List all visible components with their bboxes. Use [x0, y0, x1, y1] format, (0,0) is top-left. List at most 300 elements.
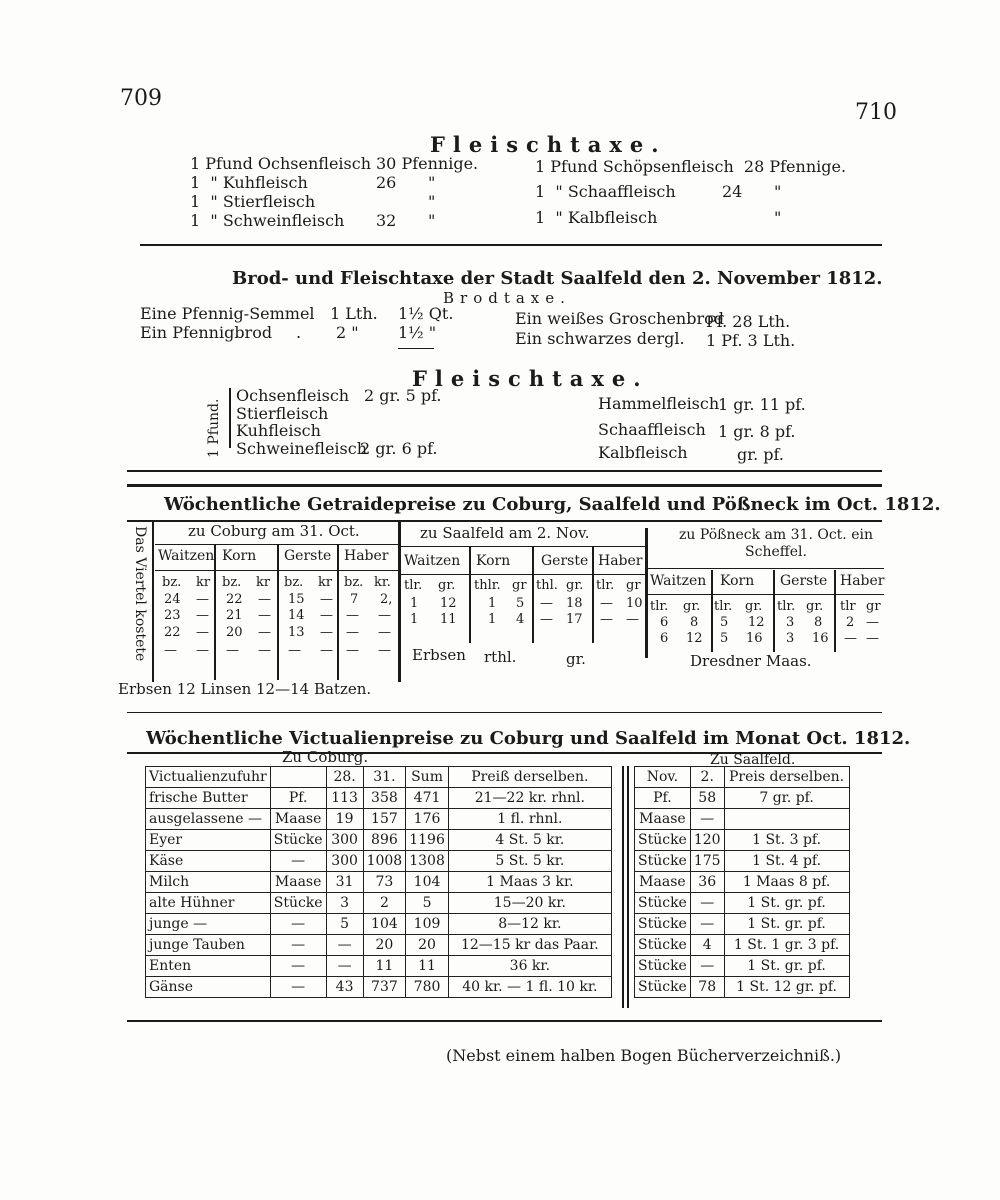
brod-item-name: Ein Pfennigbrod	[140, 323, 273, 342]
rule	[401, 546, 647, 547]
grain-korn: Korn	[476, 553, 511, 569]
cell: 5	[516, 596, 525, 611]
cell: 36	[690, 872, 724, 893]
cell: 20	[363, 935, 406, 956]
unit-label: kr.	[374, 575, 391, 590]
unit-label: tlr.	[596, 578, 615, 593]
pfund-label: 1 Pfund.	[206, 398, 222, 458]
cell: junge —	[146, 914, 271, 935]
brod-item-weight: 2 "	[336, 323, 359, 342]
cell	[724, 809, 849, 830]
cell: —	[378, 643, 391, 658]
cell: 737	[363, 977, 406, 998]
cell: Gänse	[146, 977, 271, 998]
cell: —	[270, 851, 326, 872]
unit-label: gr	[512, 578, 527, 593]
cell: —	[540, 596, 553, 611]
cell: 16	[812, 631, 829, 646]
table-row	[146, 914, 612, 935]
brod-item-weight: 1½ "	[398, 323, 437, 342]
grain-korn: Korn	[720, 573, 755, 589]
cell: 19	[326, 809, 363, 830]
grain-waitzen: Waitzen	[404, 553, 461, 569]
col-rule	[277, 545, 279, 680]
cell: 7	[350, 592, 359, 607]
cell: 157	[363, 809, 406, 830]
cell: 24	[164, 592, 181, 607]
saalfeld-fleischtaxe-title: Fleischtaxe.	[412, 366, 649, 391]
table-row	[635, 830, 850, 851]
poessneck-header: zu Pößneck am 31. Oct. ein Scheffel.	[679, 527, 873, 560]
cell: 780	[406, 977, 449, 998]
cell: 358	[363, 788, 406, 809]
cell: Milch	[146, 872, 271, 893]
cell: 120	[690, 830, 724, 851]
table-row	[635, 977, 850, 998]
cell: Stücke	[635, 830, 691, 851]
saalfeld-header: zu Saalfeld am 2. Nov.	[420, 524, 590, 542]
list-item: 1 Pfund Schöpsenfleisch 28 Pfennige.	[535, 157, 847, 176]
cell: 3	[786, 631, 795, 646]
short-rule	[398, 348, 434, 349]
cell: —	[600, 596, 613, 611]
unit-label: kr	[196, 575, 211, 590]
meat-name: Kalbfleisch	[598, 443, 688, 462]
brod-item-price: 1 Pf. 3 Lth.	[706, 331, 796, 350]
zu-coburg-label: Zu Coburg.	[282, 748, 369, 766]
brod-item-name: Ein weißes Groschenbrod	[515, 309, 724, 328]
meat-price: gr. pf.	[737, 445, 784, 464]
cell: 15	[288, 592, 305, 607]
col-rule	[834, 570, 836, 652]
cell: 73	[363, 872, 406, 893]
cell: Stücke	[635, 893, 691, 914]
col-rule	[711, 570, 713, 652]
cell: —	[164, 643, 177, 658]
getraide-title: Wöchentliche Getraidepreise zu Coburg, Saalfeld und Pößneck im Oct. 1812.	[164, 494, 941, 515]
cell: 176	[406, 809, 449, 830]
cell: junge Tauben	[146, 935, 271, 956]
erbsen-linsen-note: Erbsen 12 Linsen 12—14 Batzen.	[118, 680, 372, 698]
cell: 5	[720, 631, 729, 646]
cell: 1 St. gr. pf.	[724, 893, 849, 914]
column-header: Sum	[406, 767, 449, 788]
column-header: 2.	[690, 767, 724, 788]
divider	[127, 712, 882, 713]
table-header-row	[635, 767, 850, 788]
list-item: 1 Pfund Ochsenfleisch	[190, 154, 372, 173]
column-header: 31.	[363, 767, 406, 788]
cell: 43	[326, 977, 363, 998]
cell: —	[270, 935, 326, 956]
column-header: Preiß derselben.	[448, 767, 611, 788]
brod-item-weight: 1½ Qt.	[398, 304, 454, 323]
divider	[127, 470, 882, 472]
cell: 8	[814, 615, 823, 630]
cell: 300	[326, 851, 363, 872]
ditto-mark: "	[428, 211, 436, 230]
cell: frische Butter	[146, 788, 271, 809]
cell: 175	[690, 851, 724, 872]
list-item: 1 " Schaaffleisch	[535, 182, 676, 201]
rule	[648, 594, 884, 595]
ditto-mark: "	[428, 192, 436, 211]
victualien-saalfeld-table	[634, 766, 850, 998]
cell: 36 kr.	[448, 956, 611, 977]
cell: —	[320, 592, 333, 607]
cell: 17	[566, 612, 583, 627]
cell: 20	[406, 935, 449, 956]
cell: 11	[440, 612, 457, 627]
cell: 20	[226, 625, 243, 640]
table-row	[635, 788, 850, 809]
column-header	[270, 767, 326, 788]
cell: Stücke	[270, 830, 326, 851]
cell: 15—20 kr.	[448, 893, 611, 914]
cell: 7 gr. pf.	[724, 788, 849, 809]
table-row	[635, 872, 850, 893]
list-item: 1 " Schweinfleisch	[190, 211, 345, 230]
cell: —	[690, 914, 724, 935]
bracket-line	[229, 388, 231, 448]
victualien-title: Wöchentliche Victualienpreise zu Coburg und Saalfeld im Monat Oct. 1812.	[146, 728, 911, 749]
cell: 12—15 kr das Paar.	[448, 935, 611, 956]
cell: —	[378, 625, 391, 640]
cell: 1 Maas 3 kr.	[448, 872, 611, 893]
grain-gerste: Gerste	[284, 548, 332, 564]
cell: 5	[326, 914, 363, 935]
cell: —	[346, 608, 359, 623]
cell: —	[196, 608, 209, 623]
cell: 896	[363, 830, 406, 851]
table-row	[635, 851, 850, 872]
cell: Käse	[146, 851, 271, 872]
cell: 14	[288, 608, 305, 623]
unit-label: thl.	[536, 578, 558, 593]
unit-label: gr.	[566, 650, 586, 668]
cell: Stücke	[635, 914, 691, 935]
unit-label: gr.	[683, 599, 701, 614]
list-item: 1 " Stierfleisch	[190, 192, 316, 211]
brod-item-weight: 1 Lth.	[330, 304, 378, 323]
cell: 4 St. 5 kr.	[448, 830, 611, 851]
cell: —	[226, 643, 239, 658]
rule	[648, 568, 884, 569]
brod-item-dot: .	[296, 323, 302, 342]
double-rule	[627, 766, 629, 1008]
cell: 11	[363, 956, 406, 977]
unit-label: tlr.	[714, 599, 733, 614]
cell: Stücke	[270, 893, 326, 914]
cell: 31	[326, 872, 363, 893]
cell: 1196	[406, 830, 449, 851]
table-left-rule	[152, 522, 154, 682]
col-rule	[532, 547, 534, 643]
unit-label: thlr.	[474, 578, 501, 593]
unit-label: gr	[626, 578, 641, 593]
cell: —	[320, 625, 333, 640]
price: 24	[722, 182, 743, 201]
cell: 1 St. 12 gr. pf.	[724, 977, 849, 998]
cell: ausgelassene —	[146, 809, 271, 830]
cell: 1 St. gr. pf.	[724, 914, 849, 935]
grain-haber: Haber	[344, 548, 389, 564]
col-rule	[773, 570, 775, 652]
double-rule	[622, 766, 624, 1008]
cell: 8—12 kr.	[448, 914, 611, 935]
cell: 113	[326, 788, 363, 809]
column-header: 28.	[326, 767, 363, 788]
unit-label: bz.	[222, 575, 242, 590]
brodtaxe-title: Brodtaxe.	[443, 289, 571, 307]
cell: 21	[226, 608, 243, 623]
unit-label: bz.	[162, 575, 182, 590]
cell: 104	[363, 914, 406, 935]
cell: 6	[660, 615, 669, 630]
cell: —	[626, 612, 639, 627]
price: 26	[376, 173, 397, 192]
cell: 2,	[380, 592, 393, 607]
col-rule	[214, 545, 216, 680]
cell: 22	[226, 592, 243, 607]
cell: 2	[846, 615, 855, 630]
cell: —	[844, 631, 857, 646]
divider	[127, 484, 882, 487]
unit-label: bz.	[344, 575, 364, 590]
table-row	[635, 893, 850, 914]
cell: Pf.	[635, 788, 691, 809]
meat-price: 2 gr. 6 pf.	[360, 439, 438, 458]
meat-name: Schaaffleisch	[598, 420, 706, 439]
cell: Maase	[635, 872, 691, 893]
grain-waitzen: Waitzen	[650, 573, 707, 589]
fleischtaxe-title: Fleischtaxe.	[430, 132, 667, 157]
ditto-mark: "	[774, 182, 782, 201]
zu-saalfeld-label: Zu Saalfeld.	[710, 752, 796, 768]
cell: 109	[406, 914, 449, 935]
col-rule	[469, 547, 471, 643]
cell: —	[196, 592, 209, 607]
grain-haber: Haber	[840, 573, 885, 589]
cell: Stücke	[635, 851, 691, 872]
divider	[127, 1020, 882, 1022]
unit-label: rthl.	[484, 648, 517, 666]
cell: 5 St. 5 kr.	[448, 851, 611, 872]
cell: 22	[164, 625, 181, 640]
cell: —	[690, 809, 724, 830]
grain-waitzen: Waitzen	[158, 548, 215, 564]
column-header: Nov.	[635, 767, 691, 788]
meat-name: Ochsenfleisch	[236, 386, 350, 405]
footer-note: (Nebst einem halben Bogen Bücherverzeichniß.)	[446, 1046, 842, 1065]
cell: —	[326, 956, 363, 977]
cell: Stücke	[635, 977, 691, 998]
unit-label: tlr.	[650, 599, 669, 614]
erbsen-label: Erbsen	[412, 646, 466, 664]
unit-label: gr.	[745, 599, 763, 614]
table-row	[635, 935, 850, 956]
grain-gerste: Gerste	[780, 573, 828, 589]
dresdner-maas-label: Dresdner Maas.	[690, 652, 812, 670]
table-row	[146, 935, 612, 956]
cell: —	[866, 631, 879, 646]
table-row	[146, 872, 612, 893]
cell: 1 St. 1 gr. 3 pf.	[724, 935, 849, 956]
meat-price: 1 gr. 8 pf.	[718, 422, 796, 441]
cell: —	[270, 914, 326, 935]
unit-label: tlr	[840, 599, 856, 614]
table-row	[635, 809, 850, 830]
unit-label: gr.	[438, 578, 456, 593]
table-row	[146, 830, 612, 851]
cell: 5	[720, 615, 729, 630]
cell: 300	[326, 830, 363, 851]
cell: 1008	[363, 851, 406, 872]
unit-label: tlr.	[777, 599, 796, 614]
cell: 1 Maas 8 pf.	[724, 872, 849, 893]
cell: —	[320, 643, 333, 658]
page-number-left: 709	[120, 86, 162, 111]
table-row	[146, 977, 612, 998]
cell: 4	[690, 935, 724, 956]
cell: —	[288, 643, 301, 658]
unit-label: kr	[318, 575, 333, 590]
cell: —	[326, 935, 363, 956]
cell: 2	[363, 893, 406, 914]
unit-label: gr.	[566, 578, 584, 593]
table-row	[146, 809, 612, 830]
cell: 10	[626, 596, 643, 611]
grain-korn: Korn	[222, 548, 257, 564]
cell: 1308	[406, 851, 449, 872]
brod-item-name: Eine Pfennig-Semmel	[140, 304, 315, 323]
cell: Maase	[635, 809, 691, 830]
cell: —	[866, 615, 879, 630]
cell: 4	[516, 612, 525, 627]
cell: Eyer	[146, 830, 271, 851]
unit-label: gr.	[806, 599, 824, 614]
block-rule	[645, 528, 648, 658]
cell: 1	[410, 596, 419, 611]
cell: —	[690, 956, 724, 977]
list-item: 1 " Kuhfleisch	[190, 173, 308, 192]
cell: 5	[406, 893, 449, 914]
cell: —	[600, 612, 613, 627]
cell: —	[258, 625, 271, 640]
coburg-header: zu Coburg am 31. Oct.	[188, 522, 360, 540]
cell: 1 St. 3 pf.	[724, 830, 849, 851]
cell: 11	[406, 956, 449, 977]
cell: 40 kr. — 1 fl. 10 kr.	[448, 977, 611, 998]
cell: 471	[406, 788, 449, 809]
ditto-mark: "	[774, 208, 782, 227]
table-row	[146, 893, 612, 914]
column-header: Preis derselben.	[724, 767, 849, 788]
meat-name: Hammelfleisch	[598, 394, 720, 413]
cell: —	[690, 893, 724, 914]
unit-label: kr	[256, 575, 271, 590]
unit-label: tlr.	[404, 578, 423, 593]
cell: Maase	[270, 872, 326, 893]
cell: Maase	[270, 809, 326, 830]
ditto-mark: "	[428, 173, 436, 192]
price: 32	[376, 211, 397, 230]
cell: —	[258, 608, 271, 623]
cell: —	[540, 612, 553, 627]
cell: 6	[660, 631, 669, 646]
cell: 3	[326, 893, 363, 914]
viertel-label: Das Viertel kostete	[132, 526, 148, 662]
brod-item-price: Pf. 28 Lth.	[706, 312, 791, 331]
cell: 78	[690, 977, 724, 998]
victualien-coburg-table	[145, 766, 612, 998]
unit-label: bz.	[284, 575, 304, 590]
cell: 18	[566, 596, 583, 611]
saalfeld-taxe-title: Brod- und Fleischtaxe der Stadt Saalfeld den 2. November 1812.	[232, 268, 883, 289]
cell: 16	[746, 631, 763, 646]
cell: 1 St. 4 pf.	[724, 851, 849, 872]
cell: 1	[488, 596, 497, 611]
cell: —	[258, 643, 271, 658]
cell: 1 St. gr. pf.	[724, 956, 849, 977]
cell: 13	[288, 625, 305, 640]
meat-name: Stierfleisch	[236, 404, 329, 423]
list-item: 1 " Kalbfleisch	[535, 208, 658, 227]
cell: —	[346, 625, 359, 640]
col-rule	[592, 547, 594, 643]
brod-item-name: Ein schwarzes dergl.	[515, 329, 685, 348]
cell: alte Hühner	[146, 893, 271, 914]
cell: 8	[690, 615, 699, 630]
cell: Stücke	[635, 956, 691, 977]
price: 30 Pfennige.	[376, 154, 479, 173]
cell: —	[196, 625, 209, 640]
meat-price: 1 gr. 11 pf.	[718, 395, 806, 414]
cell: 58	[690, 788, 724, 809]
table-row	[146, 788, 612, 809]
rule	[401, 574, 647, 575]
cell: —	[196, 643, 209, 658]
table-row	[635, 956, 850, 977]
cell: 1	[410, 612, 419, 627]
column-header: Victualienzufuhr	[146, 767, 271, 788]
cell: 1 fl. rhnl.	[448, 809, 611, 830]
cell: 3	[786, 615, 795, 630]
meat-name: Kuhfleisch	[236, 421, 321, 440]
cell: 23	[164, 608, 181, 623]
unit-label: gr	[866, 599, 881, 614]
grain-haber: Haber	[598, 553, 643, 569]
table-row	[635, 914, 850, 935]
grain-gerste: Gerste	[541, 553, 589, 569]
table-row	[146, 956, 612, 977]
cell: 12	[686, 631, 703, 646]
meat-name: Schweinefleisch	[236, 439, 368, 458]
col-rule	[337, 545, 339, 680]
cell: —	[378, 608, 391, 623]
cell: —	[258, 592, 271, 607]
cell: 12	[440, 596, 457, 611]
table-header-row	[146, 767, 612, 788]
cell: Pf.	[270, 788, 326, 809]
cell: Stücke	[635, 935, 691, 956]
table-row	[146, 851, 612, 872]
divider	[140, 244, 882, 246]
cell: 1	[488, 612, 497, 627]
cell: 12	[748, 615, 765, 630]
meat-price: 2 gr. 5 pf.	[364, 386, 442, 405]
cell: —	[346, 643, 359, 658]
